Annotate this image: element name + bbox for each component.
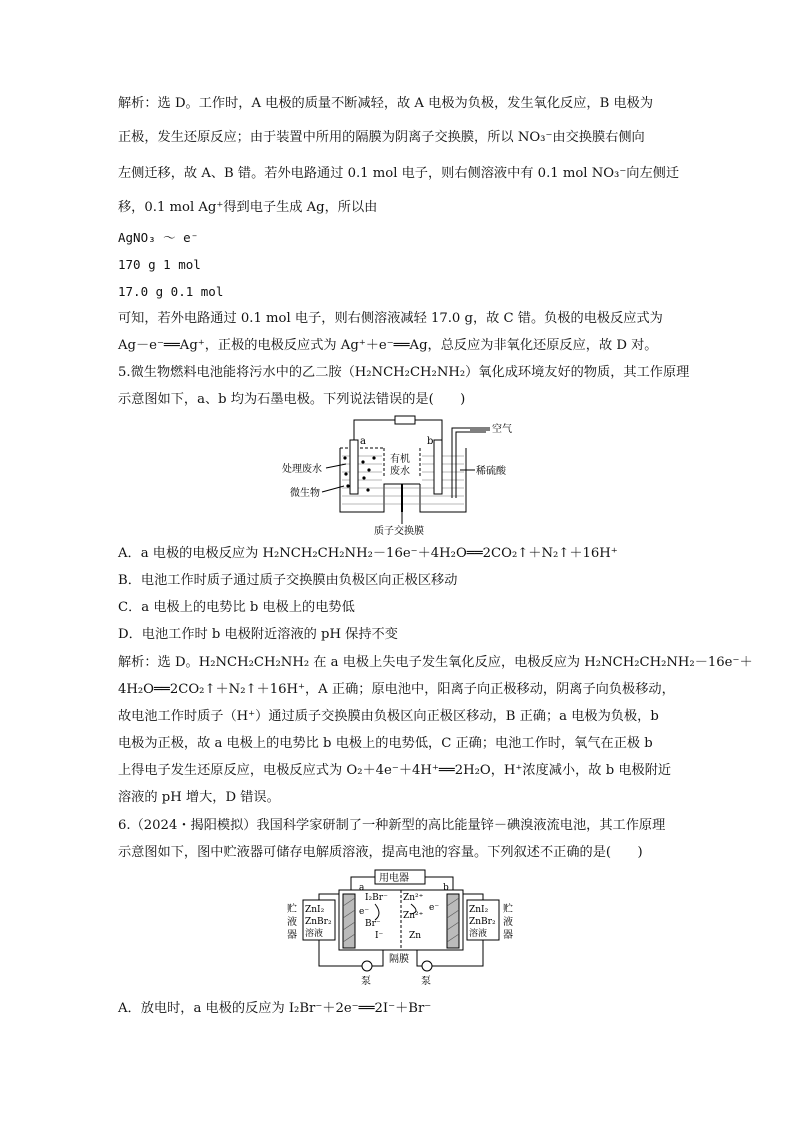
waste-label: 处理废水 — [282, 464, 322, 475]
tank-label: 液 — [287, 917, 297, 928]
solution-label: 溶液 — [305, 929, 324, 939]
zn-ion-label: Zn²⁺ — [403, 893, 424, 903]
air-label: 空气 — [492, 424, 512, 435]
organic-label: 有机 — [390, 454, 410, 465]
analysis-line: 溶液的 pH 增大，D 错误。 — [118, 790, 280, 805]
analysis-line: Ag－e⁻══Ag⁺，正极的电极反应式为 Ag⁺＋e⁻══Ag，总反应为非氧化还原反应，故 D 对。 — [118, 338, 658, 353]
electrode-a-label: a — [360, 436, 366, 447]
option-d: D．电池工作时 b 电极附近溶液的 pH 保持不变 — [118, 627, 398, 642]
analysis-line: 左侧迁移，故 A、B 错。若外电路通过 0.1 mol 电子，则右侧溶液中有 0.1 mol NO₃⁻向左侧迁 — [118, 166, 680, 181]
acid-label: 稀硫酸 — [476, 466, 506, 477]
i2br-label: I₂Br⁻ — [365, 893, 388, 903]
tank-label: 器 — [287, 930, 297, 941]
tank-label: 贮 — [287, 904, 297, 915]
i-label: I⁻ — [375, 931, 384, 941]
solution-label: 溶液 — [469, 929, 488, 939]
solution-label: ZnI₂ — [305, 905, 325, 915]
pump-label: 泵 — [421, 976, 431, 987]
zn-ion-label: Zn²⁺ — [403, 911, 424, 921]
analysis-line: 电极为正极，故 a 电极上的电势比 b 电极上的电势低，C 正确；电池工作时，氧气在正极 b — [118, 736, 653, 751]
question-stem: 5.微生物燃料电池能将污水中的乙二胺（H₂NCH₂CH₂NH₂）氧化成环境友好的物质，其工作原理 — [118, 365, 690, 380]
analysis-line: 移，0.1 mol Ag⁺得到电子生成 Ag，所以由 — [118, 200, 378, 215]
electron-label: e⁻ — [429, 903, 440, 913]
analysis-line: 上得电子发生还原反应，电极反应式为 O₂＋4e⁻＋4H⁺══2H₂O，H⁺浓度减小，故 b 电极附近 — [118, 763, 672, 778]
tank-label: 器 — [503, 930, 513, 941]
membrane-label: 质子交换膜 — [374, 526, 424, 537]
br-label: Br⁻ — [365, 919, 381, 929]
organic-label: 废水 — [390, 466, 410, 477]
analysis-line: 正极，发生还原反应；由于装置中所用的隔膜为阴离子交换膜，所以 NO₃⁻由交换膜右侧向 — [118, 130, 645, 145]
option-b: B．电池工作时质子通过质子交换膜由负极区向正极区移动 — [118, 573, 458, 588]
zinc-iodine-bromine-battery-diagram — [283, 866, 521, 990]
electrode-b-label: b — [427, 436, 434, 447]
option-c: C．a 电极上的电势比 b 电极上的电势低 — [118, 600, 355, 615]
analysis-line: 解析：选 D。工作时，A 电极的质量不断减轻，故 A 电极为负极，发生氧化反应，B 电极为 — [118, 96, 654, 111]
tank-label: 液 — [503, 917, 513, 928]
question-stem: 示意图如下，图中贮液器可储存电解质溶液，提高电池的容量。下列叙述不正确的是( ) — [118, 845, 643, 860]
calc-line: AgNO₃ ～ e⁻ — [118, 230, 199, 245]
option-a: A．放电时，a 电极的反应为 I₂Br⁻＋2e⁻══2I⁻＋Br⁻ — [118, 1001, 432, 1016]
membrane-label: 隔膜 — [389, 954, 409, 965]
electron-label: e⁻ — [359, 907, 370, 917]
electrode-a-label: a — [359, 883, 365, 893]
calc-line: 170 g 1 mol — [118, 257, 201, 272]
microbial-fuel-cell-diagram — [270, 412, 530, 540]
question-stem: 示意图如下，a、b 均为石墨电极。下列说法错误的是( ) — [118, 392, 466, 407]
question-stem: 6.（2024・揭阳模拟）我国科学家研制了一种新型的高比能量锌－碘溴液流电池，其工作原理 — [118, 818, 666, 833]
pump-label: 泵 — [361, 976, 371, 987]
zn-label: Zn — [409, 931, 422, 941]
device-label: 用电器 — [379, 873, 409, 884]
solution-label: ZnI₂ — [469, 905, 489, 915]
analysis-line: 解析：选 D。H₂NCH₂CH₂NH₂ 在 a 电极上失电子发生氧化反应，电极反应为 H₂NCH₂CH₂NH₂－16e⁻＋ — [118, 655, 753, 670]
option-a: A．a 电极的电极反应为 H₂NCH₂CH₂NH₂－16e⁻＋4H₂O══2CO₂↑＋N₂↑＋16H⁺ — [118, 546, 618, 561]
analysis-line: 4H₂O══2CO₂↑＋N₂↑＋16H⁺，A 正确；原电池中，阳离子向正极移动，阴离子向负极移动， — [118, 682, 675, 697]
microbe-label: 微生物 — [290, 488, 320, 499]
calc-line: 17.0 g 0.1 mol — [118, 284, 224, 299]
analysis-line: 故电池工作时质子（H⁺）通过质子交换膜由负极区向正极区移动，B 正确；a 电极为负极，b — [118, 709, 659, 724]
electrode-b-label: b — [443, 883, 449, 893]
analysis-line: 可知，若外电路通过 0.1 mol 电子，则右侧溶液减轻 17.0 g，故 C 错。负极的电极反应式为 — [118, 311, 663, 326]
solution-label: ZnBr₂ — [305, 917, 332, 927]
solution-label: ZnBr₂ — [469, 917, 496, 927]
tank-label: 贮 — [503, 904, 513, 915]
